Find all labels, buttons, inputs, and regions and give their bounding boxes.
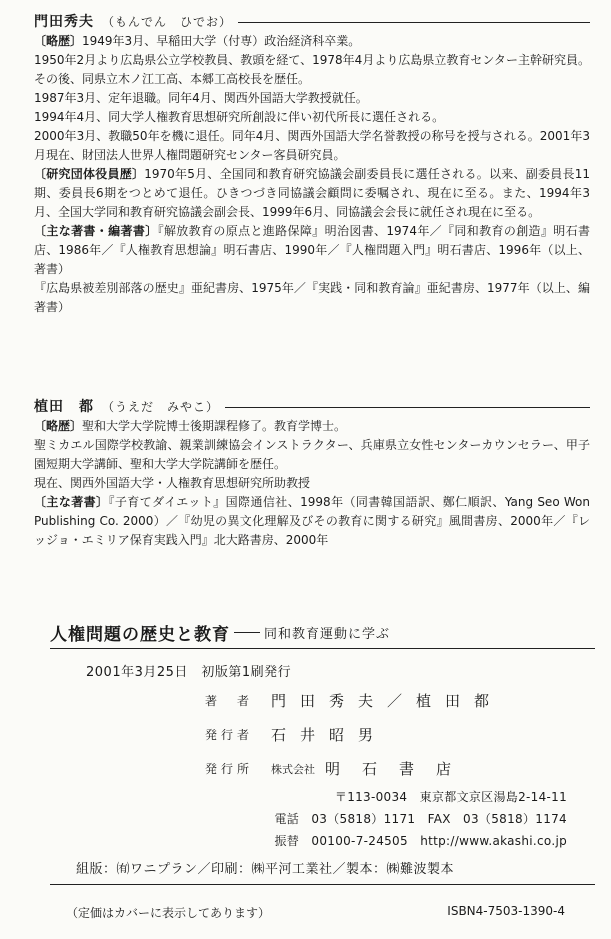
- author-reading: （うえだ みやこ）: [102, 399, 220, 414]
- career-line: 2000年3月、教職50年を機に退任。同年4月、関西外国語大学名誉教授の称号を授与される。2001年3月現在、財団法人世界人権問題研究センター客員研究員。: [34, 129, 590, 162]
- works-label: 〔主な著書・編著書〕: [34, 224, 158, 238]
- publisher-phone: 電話 03（5818）1171 FAX 03（5818）1174: [274, 812, 567, 826]
- author-name: 門田秀夫: [34, 14, 94, 30]
- career-label: 〔略歴〕: [34, 34, 83, 48]
- career-line: 1994年4月、同大学人権教育思想研究所創設に伴い初代所長に選任される。: [34, 110, 445, 124]
- career-line: 聖ミカエル国際学校教諭、親業訓練協会インストラクター、兵庫県立女性センターカウンセラー、甲子園短期大学講師、聖和大学大学院講師を歴任。: [34, 438, 590, 471]
- title-dash: [234, 632, 260, 633]
- works-paragraph: 〔主な著書・編著書〕『解放教育の原点と進路保障』明治図書、1974年／『同和教育の創造』明石書店、1986年／『人権教育思想論』明石書店、1990年／『人権問題入門』明石書店、1996年（以上、著書）: [34, 224, 590, 276]
- career-line: 1950年2月より広島県公立学校教員、教頭を経て、1978年4月より広島県立教育センター主幹研究員。その後、同県立木ノ江工高、本郷工高校長を歴任。: [34, 53, 590, 86]
- groups-paragraph: 〔研究団体役員歴〕1970年5月、全国同和教育研究協議会副委員長に選任される。以来、副委員長11期、委員長6期をつとめて退任。ひきつづき同協議会顧問に委嘱され、現在に至る。また、1994年3月、全国大学同和教育研究協議会副会長、1999年6月、同協議会会長に就任され現在に至る。: [34, 167, 590, 219]
- authors-value: 門田秀夫／植田都: [271, 692, 504, 710]
- author-bio-ueda: [34, 395, 590, 550]
- career-line: 1987年3月、定年退職。同年4月、関西外国語大学教授就任。: [34, 91, 368, 105]
- career-paragraph: 〔略歴〕聖和大学大学院博士後期課程修了。教育学博士。: [34, 419, 347, 433]
- heading-rule: [225, 407, 590, 408]
- publisher-name: 明石書店: [325, 760, 474, 778]
- career-paragraph: 〔略歴〕1949年3月、早稲田大学（付専）政治経済科卒業。: [34, 34, 361, 48]
- career-line: 現在、関西外国語大学・人権教育思想研究所助教授: [34, 476, 311, 490]
- heading-rule: [238, 22, 590, 23]
- publisher-address: 〒113-0034 東京都文京区湯島2-14-11: [334, 790, 567, 804]
- works-line: 『広島県被差別部落の歴史』亜紀書房、1975年／『実践・同和教育論』亜紀書房、1977年（以上、編著書）: [34, 281, 590, 314]
- bottom-rule: [50, 884, 595, 885]
- works-paragraph: 〔主な著書〕『子育てダイエット』国際通信社、1998年（同書韓国語訳、鄭仁順訳、Yang Seo Won Publishing Co. 2000）／『幼児の異文化理解及びその教育に関する研究』風間書房、2000年／『レッジョ・エミリア保育実践入門』北大路書房、2000年: [34, 495, 590, 547]
- author-name: 植田 都: [34, 399, 94, 415]
- printing-credits: 組版：㈲ワニプラン／印刷：㈱平河工業社／製本：㈱難波製本: [76, 862, 455, 877]
- title-rule: [50, 648, 595, 649]
- author-heading: [34, 395, 590, 417]
- book-title-line: [50, 620, 595, 645]
- publisher-person-label: 発行者: [205, 728, 254, 742]
- publisher-credit: [205, 758, 473, 779]
- isbn: ISBN4-7503-1390-4: [447, 904, 565, 918]
- authors-credit: [205, 690, 503, 711]
- groups-label: 〔研究団体役員歴〕: [34, 167, 145, 181]
- publisher-person-credit: [205, 724, 387, 745]
- authors-label: 著 者: [205, 694, 254, 708]
- author-reading: （もんでん ひでお）: [102, 14, 233, 29]
- book-title: 人権問題の歴史と教育: [50, 625, 230, 645]
- works-label: 〔主な著書〕: [34, 495, 109, 509]
- career-label: 〔略歴〕: [34, 419, 83, 433]
- publisher-label: 発行所: [205, 762, 254, 776]
- publisher-corp-prefix: 株式会社: [271, 762, 315, 776]
- book-subtitle: 同和教育運動に学ぶ: [264, 627, 391, 642]
- edition-line: 2001年3月25日 初版第1刷発行: [86, 665, 292, 680]
- publisher-transfer: 振替 00100-7-24505 http://www.akashi.co.jp: [274, 834, 567, 848]
- author-heading: [34, 10, 590, 32]
- publisher-person-value: 石井昭男: [271, 726, 388, 744]
- price-note: （定価はカバーに表示してあります）: [66, 906, 271, 920]
- author-bio-monden: [34, 10, 590, 317]
